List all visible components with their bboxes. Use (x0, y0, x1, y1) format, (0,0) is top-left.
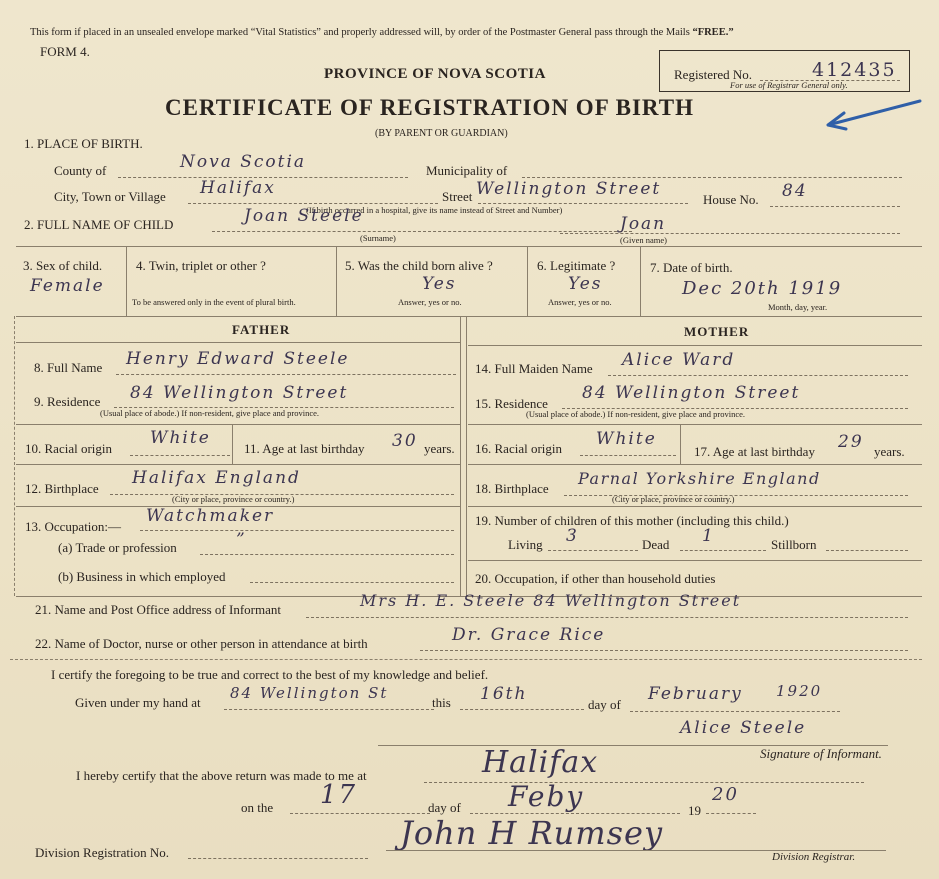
registrar-place-line (424, 782, 864, 783)
registrar-month-value: Feby (508, 780, 585, 813)
registered-number-label: Registered No. (674, 67, 752, 82)
mother-name-value: Alice Ward (622, 350, 736, 370)
mother-occupation-label: 20. Occupation, if other than household duties (475, 571, 716, 586)
mother-heading-rule (468, 345, 922, 346)
father-name-line (116, 374, 456, 375)
doctor-label: 22. Name of Doctor, nurse or other person in attendance at birth (35, 636, 368, 651)
given-place-value: 84 Wellington St (230, 684, 389, 702)
father-racial-label: 10. Racial origin (25, 441, 113, 456)
left-border (14, 316, 15, 596)
street-label: Street (442, 189, 473, 204)
father-occupation-line (140, 530, 454, 531)
legitimate-note: Answer, yes or no. (548, 297, 612, 307)
father-racial-value: White (150, 428, 211, 448)
surname-note: (Surname) (360, 233, 396, 243)
legitimate-value: Yes (568, 274, 603, 294)
mother-rule-2 (468, 464, 922, 465)
father-name-label: 8. Full Name (34, 360, 103, 375)
twin-label: 4. Twin, triplet or other ? (136, 258, 266, 273)
given-name-line (560, 233, 900, 234)
city-value: Halifax (200, 178, 276, 198)
house-number-label: House No. (703, 192, 759, 207)
mother-age-value: 29 (838, 432, 864, 452)
born-alive-label: 5. Was the child born alive ? (345, 258, 493, 273)
twin-note: To be answered only in the event of plural birth. (132, 297, 296, 307)
day-of-label: day of (588, 697, 621, 712)
mother-name-line (608, 375, 908, 376)
county-value: Nova Scotia (180, 152, 307, 172)
father-residence-note: (Usual place of abode.) If non-resident, give place and province. (100, 408, 320, 418)
mother-residence-note: (Usual place of abode.) If non-resident, give place and province. (526, 409, 746, 419)
registrar-year-line (706, 813, 756, 814)
father-occupation-value: Watchmaker (146, 506, 275, 526)
city-line (188, 203, 438, 204)
mother-rule-4 (468, 560, 922, 561)
mother-children-label: 19. Number of children of this mother (including this child.) (475, 513, 789, 528)
certificate-title: CERTIFICATE OF REGISTRATION OF BIRTH (165, 95, 694, 120)
mother-racial-value: White (596, 429, 657, 449)
father-age-unit: years. (424, 441, 455, 456)
informant-value: Mrs H. E. Steele 84 Wellington Street (360, 591, 742, 610)
living-label: Living (508, 537, 543, 552)
street-line (478, 203, 688, 204)
registered-number-value: 412435 (812, 59, 897, 81)
mother-age-unit: years. (874, 444, 905, 459)
mother-racial-label: 16. Racial origin (475, 441, 563, 456)
registrar-year-prefix: 19 (688, 803, 701, 818)
child-name-label: 2. FULL NAME OF CHILD (24, 217, 174, 232)
father-birthplace-label: 12. Birthplace (25, 481, 99, 496)
registrar-year-value: 20 (712, 784, 739, 805)
given-month-line (630, 711, 840, 712)
living-value: 3 (566, 526, 579, 546)
father-birthplace-note: (City or place, province or country.) (172, 494, 295, 504)
doctor-line (420, 650, 908, 651)
mother-name-label: 14. Full Maiden Name (475, 361, 593, 376)
mother-birthplace-note: (City or place, province or country.) (612, 494, 735, 504)
born-alive-value: Yes (422, 274, 457, 294)
registrar-day-value: 17 (320, 780, 358, 810)
birth-date-label: 7. Date of birth. (650, 260, 733, 275)
municipality-line (522, 177, 902, 178)
county-label: County of (54, 163, 107, 178)
registrar-only-note: For use of Registrar General only. (730, 80, 848, 90)
mailing-notice-text: This form if placed in an unsealed envelope marked “Vital Statistics” and properly addressed will, by order of the Postmaster General pass through the Mails (30, 27, 690, 38)
given-day-line (460, 709, 584, 710)
this-label: this (432, 695, 451, 710)
street-value: Wellington Street (476, 179, 662, 199)
row3-divider-2 (336, 246, 337, 316)
row3-bottom-rule (16, 316, 922, 317)
registrar-place-value: Halifax (482, 745, 599, 780)
row3-top-rule (16, 246, 922, 247)
house-number-line (770, 206, 900, 207)
father-right-border (460, 316, 461, 596)
on-the-label: on the (241, 800, 274, 815)
row3-divider-1 (126, 246, 127, 316)
mother-birthplace-value: Parnal Yorkshire England (578, 469, 821, 488)
row3-divider-4 (640, 246, 641, 316)
dead-value: 1 (702, 526, 715, 546)
father-business-line (250, 582, 454, 583)
sex-value: Female (30, 276, 105, 296)
informant-signature-label: Signature of Informant. (760, 746, 882, 761)
province-heading: PROVINCE OF NOVA SCOTIA (324, 66, 546, 82)
father-age-label: 11. Age at last birthday (244, 441, 365, 456)
certify-rule (10, 659, 922, 660)
parents-divider (466, 316, 467, 596)
given-place-line (224, 709, 434, 710)
division-registration-line (188, 858, 368, 859)
child-name-line (212, 231, 632, 232)
informant-line (306, 617, 908, 618)
father-business-label: (b) Business in which employed (58, 569, 226, 584)
registrar-certify-text: I hereby certify that the above return was made to me at (76, 768, 367, 783)
mother-racial-divider (680, 424, 681, 464)
registrar-signature: John H Rumsey (400, 814, 664, 852)
child-surname-value: Joan Steele (244, 206, 364, 226)
form-number: FORM 4. (40, 44, 90, 59)
father-racial-line (130, 455, 230, 456)
father-occupation-label: 13. Occupation:— (25, 519, 122, 534)
city-label: City, Town or Village (54, 189, 166, 204)
certify-text: I certify the foregoing to be true and correct to the best of my knowledge and belief. (51, 667, 489, 682)
division-registration-label: Division Registration No. (35, 845, 169, 860)
blue-check-mark (820, 95, 930, 135)
given-year-value: 1920 (776, 682, 823, 700)
row3-divider-3 (527, 246, 528, 316)
dead-line (680, 550, 766, 551)
father-trade-label: (a) Trade or profession (58, 540, 177, 555)
father-heading-rule (16, 342, 460, 343)
father-birthplace-value: Halifax England (132, 468, 301, 488)
mother-residence-label: 15. Residence (475, 396, 548, 411)
father-heading: FATHER (232, 322, 291, 337)
registrar-signature-label: Division Registrar. (772, 851, 856, 863)
father-racial-divider (232, 424, 233, 464)
certificate-subtitle: (BY PARENT OR GUARDIAN) (375, 128, 508, 139)
father-residence-value: 84 Wellington Street (130, 383, 349, 403)
born-alive-note: Answer, yes or no. (398, 297, 462, 307)
mother-rule-3 (468, 506, 922, 507)
father-trade-line (200, 554, 454, 555)
birth-date-value: Dec 20th 1919 (682, 278, 843, 299)
given-day-value: 16th (480, 684, 528, 704)
mailing-notice (30, 27, 734, 38)
legitimate-label: 6. Legitimate ? (537, 258, 616, 273)
stillborn-line (826, 550, 908, 551)
street-note: (If birth occurred in a hospital, give its name instead of Street and Number) (306, 205, 563, 215)
doctor-value: Dr. Grace Rice (452, 625, 606, 645)
informant-signature: Alice Steele (680, 718, 807, 738)
father-rule-1 (16, 424, 460, 425)
municipality-label: Municipality of (426, 163, 508, 178)
father-age-value: 30 (392, 431, 418, 451)
sex-label: 3. Sex of child. (23, 258, 103, 273)
dead-label: Dead (642, 537, 670, 552)
birth-date-note: Month, day, year. (768, 302, 828, 312)
place-of-birth-heading: 1. PLACE OF BIRTH. (24, 136, 143, 151)
given-month-value: February (648, 684, 743, 704)
father-rule-2 (16, 464, 460, 465)
mother-birthplace-label: 18. Birthplace (475, 481, 549, 496)
house-number-value: 84 (782, 181, 808, 201)
mother-rule-1 (468, 424, 922, 425)
mother-racial-line (580, 455, 676, 456)
father-trade-value: ” (236, 530, 247, 550)
given-under-label: Given under my hand at (75, 695, 201, 710)
informant-label: 21. Name and Post Office address of Informant (35, 602, 281, 617)
mailing-notice-free: “FREE.” (692, 27, 734, 38)
given-name-note: (Given name) (620, 235, 667, 245)
father-name-value: Henry Edward Steele (126, 349, 350, 369)
father-residence-label: 9. Residence (34, 394, 101, 409)
child-given-value: Joan (620, 214, 667, 234)
mother-age-label: 17. Age at last birthday (694, 444, 815, 459)
registrar-day-label: day of (428, 800, 461, 815)
stillborn-label: Stillborn (771, 537, 817, 552)
living-line (548, 550, 638, 551)
mother-residence-value: 84 Wellington Street (582, 383, 801, 403)
mother-heading: MOTHER (684, 324, 750, 339)
